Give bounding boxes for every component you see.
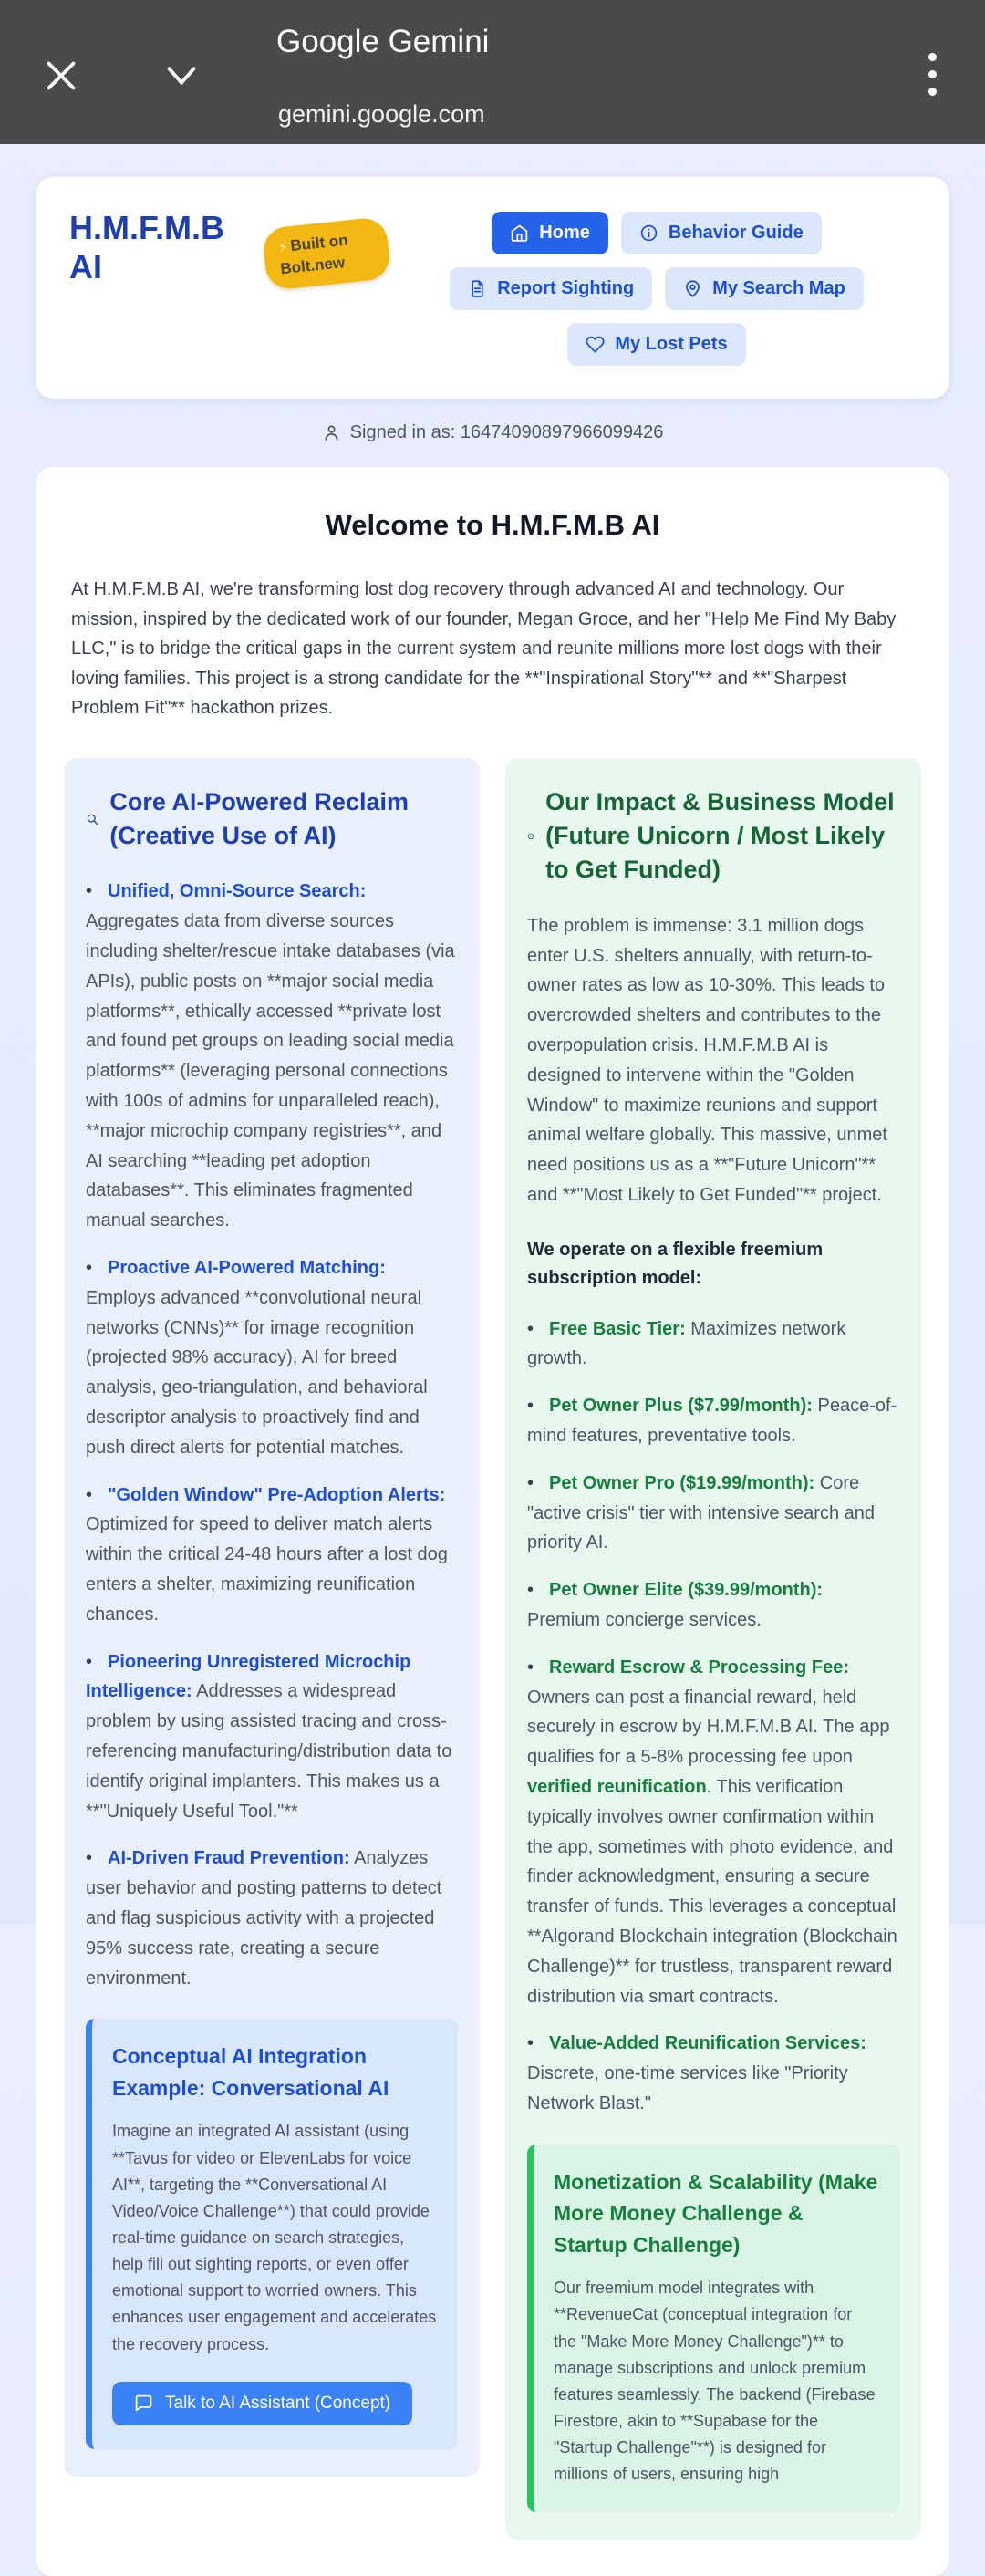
list-item: • Pet Owner Pro ($19.99/month): Core "active crisis" tier with intensive search and priority AI. (527, 1472, 876, 1553)
nav-label: My Search Map (712, 278, 845, 298)
bullet-dot: • (86, 1484, 93, 1505)
bullet-dot: • (527, 2033, 534, 2054)
main-content-card (36, 467, 949, 2576)
badge-label: Built on Bolt.new (279, 231, 349, 278)
button-label: Talk to AI Assistant (Concept) (165, 2393, 391, 2413)
person-icon (322, 423, 341, 442)
nested-card-heading: Monetization & Scalability (Make More Money Challenge & Startup Challenge) (554, 2169, 878, 2257)
page-url: gemini.google.com (278, 100, 485, 128)
chevron-down-icon[interactable] (157, 55, 206, 97)
list-item: • "Golden Window" Pre-Adoption Alerts: Optimized for speed to deliver match alerts within the critical 24-48 hours after a lost dog enters a shelter, maximizing reunification chances. (86, 1484, 448, 1625)
page-title: Google Gemini (276, 24, 490, 59)
nav-item-home[interactable] (492, 212, 608, 254)
bullet-dot: • (86, 1651, 93, 1672)
nav-label: Behavior Guide (668, 223, 804, 243)
signed-in-text: Signed in as: 16474090897966099426 (349, 422, 664, 442)
nav-item-behavior-guide[interactable] (621, 212, 822, 254)
signed-in-status (0, 422, 985, 443)
list-item: • Reward Escrow & Processing Fee: Owners can post a financial reward, held securely in escrow by H.M.F.M.B AI. The app qualifies for a 5-8% processing fee upon verified reunification. This verification typically involves owner confirmation within the app, sometimes with photo evidence, and finder acknowledgment, ensuring a secure transfer of funds. This leverages a conceptual **Algorand Blockchain integration (Blockchain Challenge)** for trustless, transparent reward distribution via smart contracts. (527, 1657, 897, 2007)
nav-item-report-sighting[interactable] (450, 267, 652, 310)
bullet-dot: • (527, 1396, 534, 1417)
list-item: • Pioneering Unregistered Microchip Intelligence: Addresses a widespread problem by using assisted tracing and cross-referencing manufacturing/distribution data to identify original implanters. This makes us a **"Uniquely Useful Tool."** (86, 1651, 452, 1822)
nav-item-my-search-map[interactable] (665, 267, 864, 310)
site-header-card (36, 177, 949, 399)
card-heading: Core AI-Powered Reclaim (Creative Use of AI) (109, 787, 409, 850)
talk-to-ai-assistant-button[interactable] (112, 2382, 412, 2425)
welcome-intro: At H.M.F.M.B AI, we're transforming lost dog recovery through advanced AI and technology. Our mission, inspired by the dedicated work of our founder, Megan Groce, and her "Help Me Find My Baby LLC," is to bridge the critical gaps in the current system and reunite millions more lost dogs with their loving families. This project is a strong candidate for the **"Inspirational Story"** and **"Sharpest Problem Fit"** hackathon prizes. (71, 579, 897, 719)
overflow-menu-icon[interactable] (914, 42, 950, 106)
freemium-subhead: We operate on a flexible freemium subscription model: (527, 1239, 824, 1288)
monetization-card (527, 2145, 899, 2512)
list-item: • Pet Owner Elite ($39.99/month): Premium concierge services. (527, 1580, 824, 1631)
bullet-dot: • (86, 1848, 93, 1869)
main-nav (389, 212, 925, 366)
nav-label: My Lost Pets (615, 334, 728, 354)
list-item: • Value-Added Reunification Services: Discrete, one-time services like "Priority Network Blast." (527, 2033, 866, 2114)
browser-header (0, 0, 985, 144)
site-logo: H.M.F.M.B AI (69, 209, 224, 286)
core-ai-card (64, 758, 480, 2477)
bullet-dot: • (527, 1657, 534, 1678)
welcome-heading: Welcome to H.M.F.M.B AI (325, 509, 660, 541)
nav-item-my-lost-pets[interactable] (567, 323, 745, 366)
nav-label: Report Sighting (497, 278, 635, 298)
nested-card-body: Imagine an integrated AI assistant (using **Tavus for video or ElevenLabs for voice AI**, targeting the **Conversational AI Video/Voice Challenge**) that could provide real-time guidance on search strategies, help fill out sighting reports, or even offer emotional support to worried owners. This enhances user engagement and accelerates the recovery process. (112, 2122, 437, 2353)
close-icon[interactable] (40, 55, 82, 97)
bullet-dot: • (527, 1580, 534, 1601)
bullet-dot: • (527, 1318, 534, 1339)
lightning-bolt-icon: ⚡ (277, 239, 289, 256)
list-item: • Unified, Omni-Source Search: Aggregates data from diverse sources including shelter/rescue intake databases (via APIs), public posts on **major social media platforms**, ethically accessed **private lost and found pet groups on leading social media platforms** (leveraging personal connections with 100s of admins for unparalleled reach), **major microchip company registries**, and AI searching **leading pet adoption databases**. This eliminates fragmented manual searches. (86, 881, 455, 1231)
document-icon (468, 279, 487, 298)
search-icon (86, 809, 98, 829)
home-icon (510, 223, 529, 243)
list-item: • Proactive AI-Powered Matching: Employs advanced **convolutional neural networks (CNNs)** for image recognition (projected 98% accuracy), AI for breed analysis, geo-triangulation, and behavioral descriptor analysis to proactively find and push direct alerts for potential matches. (86, 1258, 428, 1458)
list-item: • AI-Driven Fraud Prevention: Analyzes user behavior and posting patterns to detect and flag suspicious activity with a projected 95% success rate, creating a secure environment. (86, 1848, 442, 1989)
list-item: • Pet Owner Plus ($7.99/month): Peace-of-mind features, preventative tools. (527, 1396, 897, 1447)
map-pin-icon (683, 279, 702, 298)
bullet-dot: • (86, 1258, 93, 1279)
target-icon (527, 827, 534, 846)
bullet-dot: • (86, 881, 93, 902)
bullet-dot: • (527, 1472, 534, 1493)
card-heading: Our Impact & Business Model (Future Unicorn / Most Likely to Get Funded) (545, 787, 895, 884)
heart-icon (586, 335, 605, 354)
nav-label: Home (539, 223, 590, 243)
list-item: • Free Basic Tier: Maximizes network growth. (527, 1318, 846, 1369)
built-on-bolt-badge[interactable] (262, 216, 391, 290)
impact-intro: The problem is immense: 3.1 million dogs enter U.S. shelters annually, with return-to-owner rates as low as 10-30%. This leads to overcrowded shelters and contributes to the overpopulation crisis. H.M.F.M.B AI is designed to intervene within the "Golden Window" to maximize reunions and support animal welfare globally. This massive, unmet need positions us as a **"Future Unicorn"** and **"Most Likely to Get Funded"** project. (527, 915, 887, 1205)
impact-business-card (505, 758, 921, 2540)
nested-card-body: Our freemium model integrates with **RevenueCat (conceptual integration for the "Make More Money Challenge")** to manage subscriptions and unlock premium features seamlessly. The backend (Firebase Firestore, akin to **Supabase for the "Startup Challenge"**) is designed for millions of users, ensuring high (554, 2279, 876, 2484)
nested-card-heading: Conceptual AI Integration Example: Conversational AI (112, 2044, 389, 2100)
chat-bubble-icon (134, 2394, 153, 2413)
conversational-ai-card (86, 2019, 458, 2448)
info-icon (639, 223, 658, 243)
